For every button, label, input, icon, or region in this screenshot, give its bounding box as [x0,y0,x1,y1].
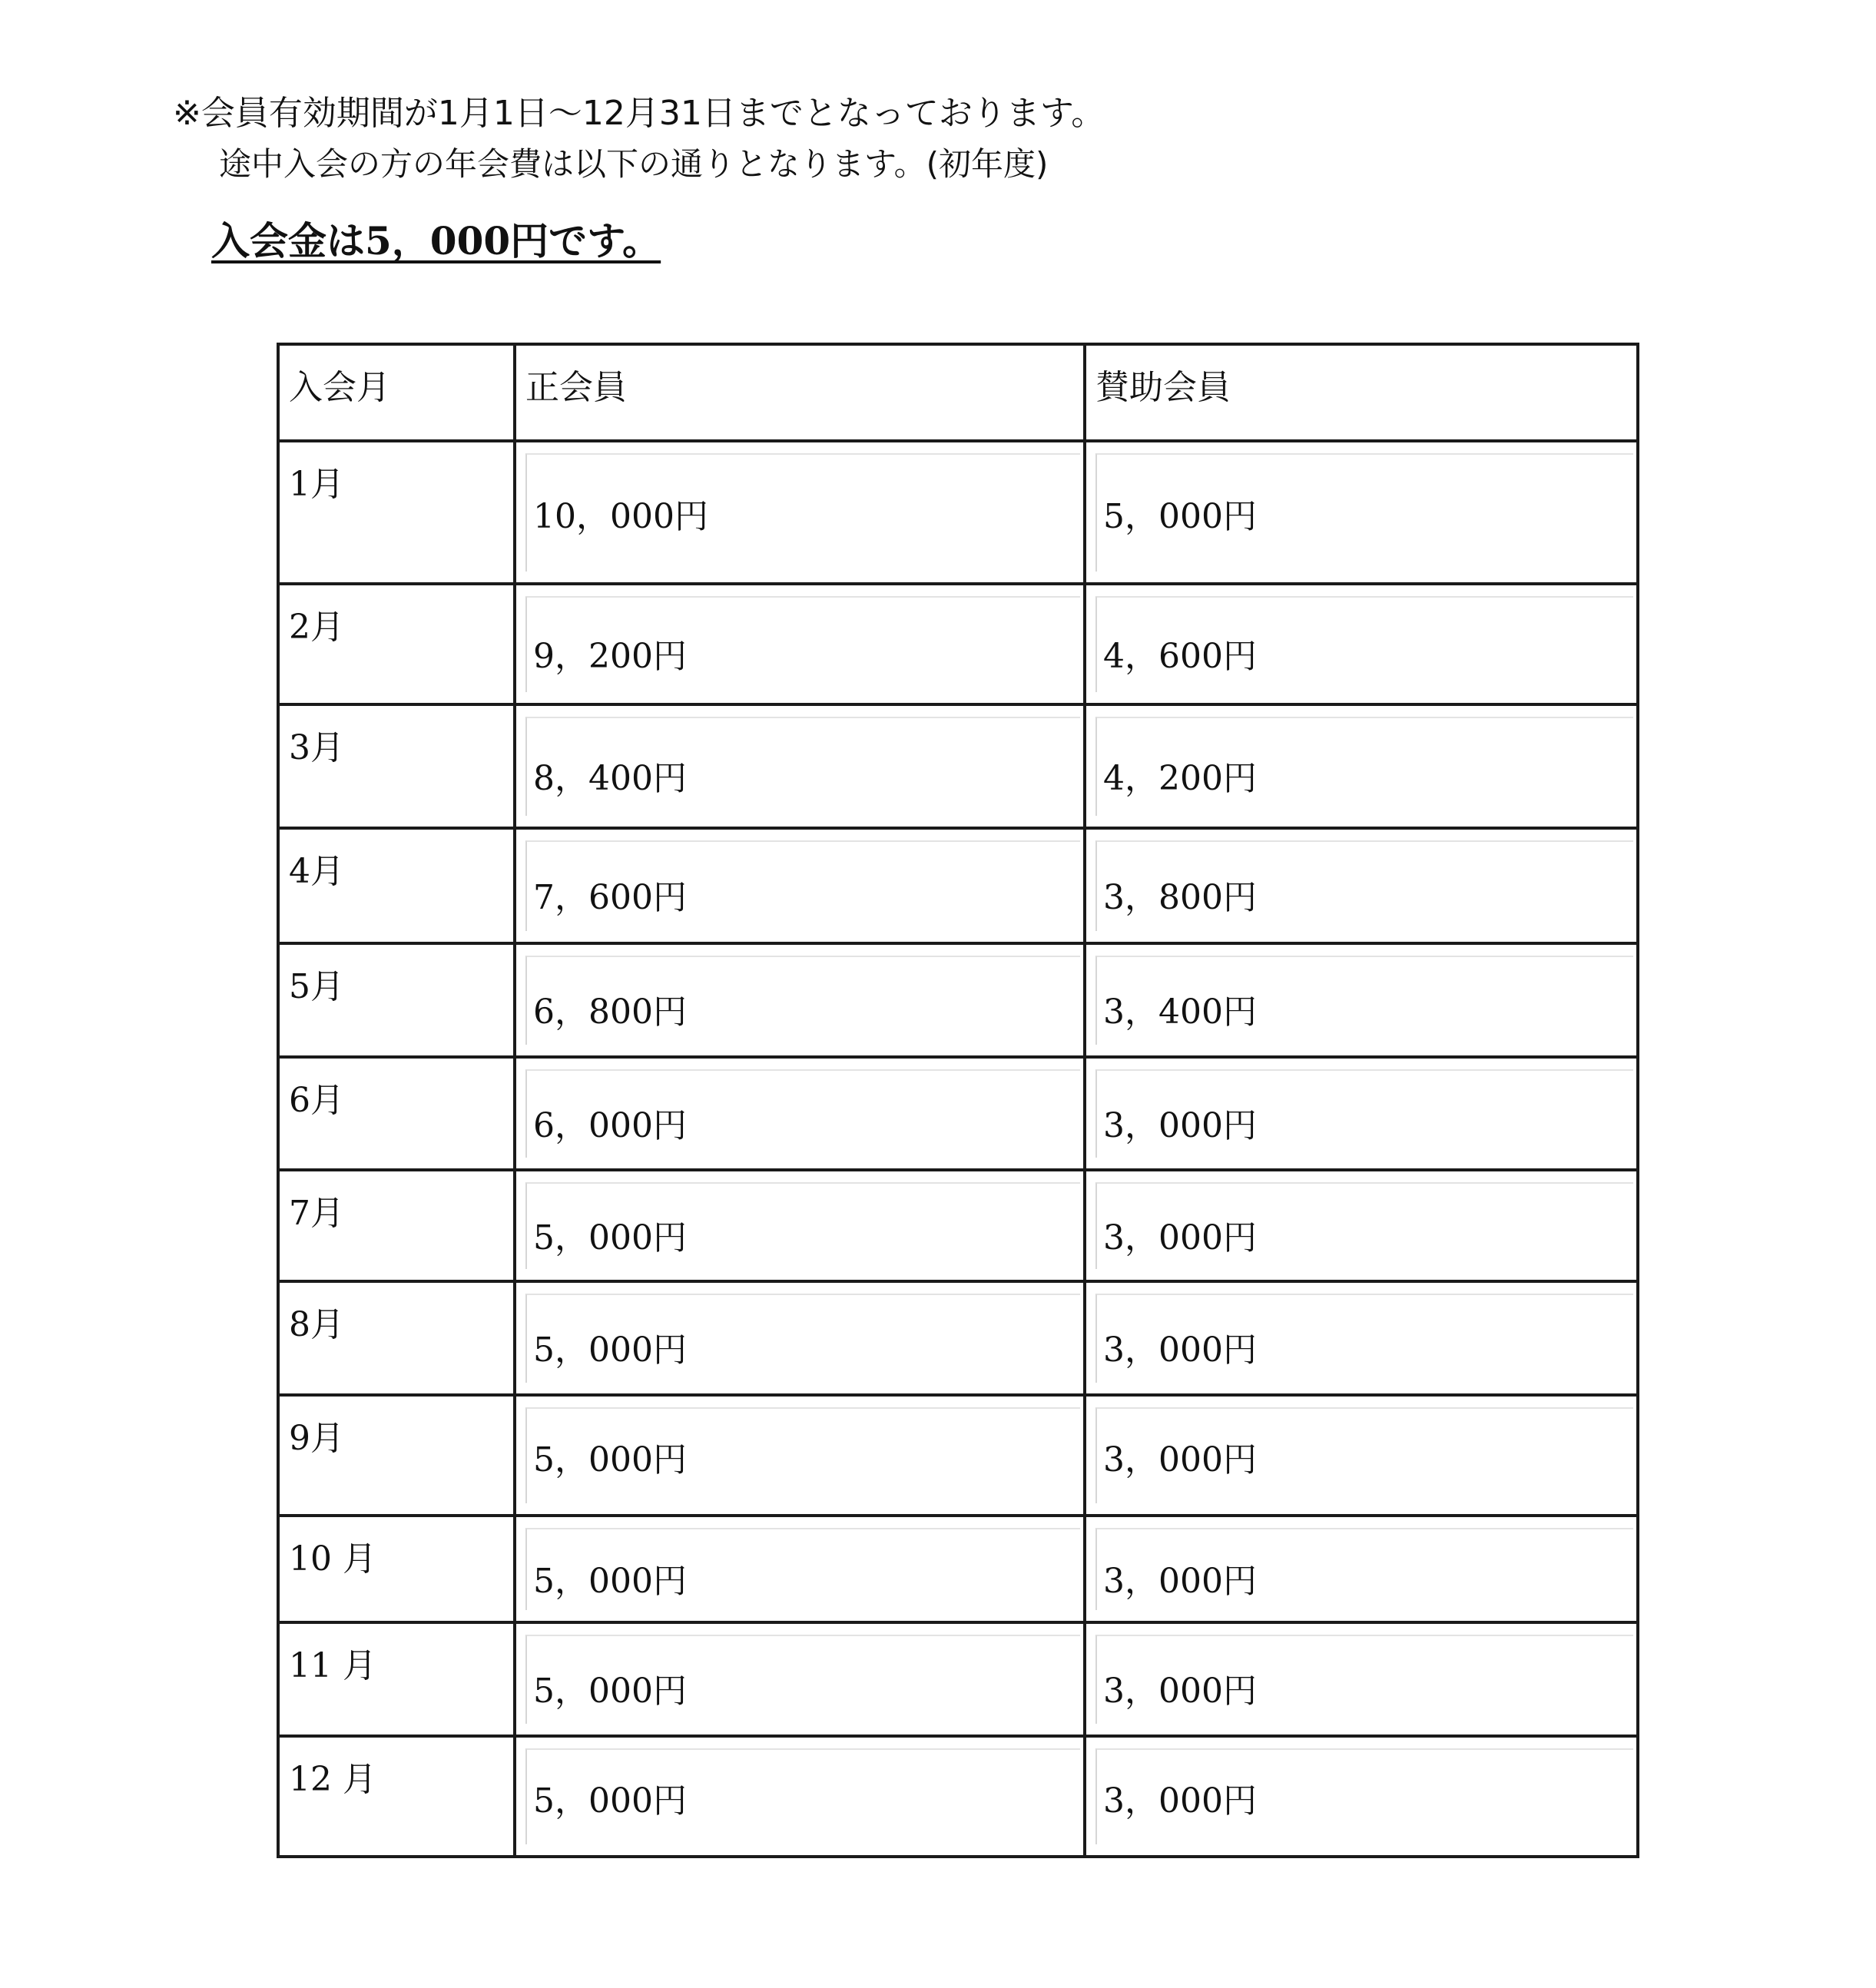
supporting-member-fee-cell [1085,943,1638,1057]
join-month-value: 10 月 [289,1539,376,1579]
header-regular-member-label: 正会員 [525,368,627,407]
supporting-member-fee-value: 3，400円 [1103,992,1257,1032]
regular-member-fee-cell [515,828,1085,943]
join-month-cell [278,1516,515,1622]
regular-member-fee-value: 6，800円 [533,992,687,1032]
join-month-value: 5月 [289,967,344,1006]
join-month-cell [278,828,515,943]
join-month-value: 8月 [289,1305,344,1344]
join-month-value: 1月 [289,465,344,504]
join-month-cell [278,704,515,828]
join-month-value: 9月 [289,1419,344,1458]
table-row [278,1170,1638,1281]
supporting-member-fee-cell [1085,1057,1638,1170]
regular-member-fee-value: 10，000円 [533,497,708,536]
join-month-cell [278,441,515,584]
join-month-value: 2月 [289,608,344,647]
admission-fee-heading: 入会金は5，000円です。 [211,218,661,263]
header-regular-member [515,344,1085,441]
regular-member-fee-value: 5，000円 [533,1561,687,1601]
supporting-member-fee-cell [1085,828,1638,943]
regular-member-fee-value: 5，000円 [533,1330,687,1370]
supporting-member-fee-value: 4，600円 [1103,636,1257,676]
mid-year-note: 途中入会の方の年会費は以下の通りとなります。(初年度) [219,145,1049,183]
regular-member-fee-value: 8，400円 [533,758,687,798]
regular-member-fee-cell [515,1736,1085,1857]
table-header-row [278,344,1638,441]
supporting-member-fee-value: 4，200円 [1103,758,1257,798]
join-month-cell [278,1170,515,1281]
join-month-value: 4月 [289,852,344,891]
supporting-member-fee-value: 3，000円 [1103,1105,1257,1145]
regular-member-fee-cell [515,1395,1085,1516]
supporting-member-fee-value: 3，000円 [1103,1440,1257,1479]
join-month-value: 11 月 [289,1646,376,1685]
table-row [278,1281,1638,1395]
join-month-cell [278,943,515,1057]
supporting-member-fee-value: 3，000円 [1103,1330,1257,1370]
header-supporting-member-label: 賛助会員 [1095,368,1231,407]
join-month-cell [278,1057,515,1170]
regular-member-fee-cell [515,943,1085,1057]
regular-member-fee-cell [515,1622,1085,1736]
regular-member-fee-value: 6，000円 [533,1105,687,1145]
join-month-value: 7月 [289,1194,344,1233]
header-supporting-member [1085,344,1638,441]
supporting-member-fee-value: 5，000円 [1103,497,1257,536]
supporting-member-fee-value: 3，000円 [1103,1561,1257,1601]
supporting-member-fee-cell [1085,1516,1638,1622]
regular-member-fee-value: 5，000円 [533,1218,687,1257]
join-month-value: 6月 [289,1081,344,1120]
regular-member-fee-value: 7，600円 [533,878,687,917]
supporting-member-fee-value: 3，000円 [1103,1781,1257,1821]
fee-rows [278,441,1638,1857]
table-row [278,1516,1638,1622]
join-month-cell [278,584,515,704]
supporting-member-fee-cell [1085,1395,1638,1516]
supporting-member-fee-value: 3，800円 [1103,878,1257,917]
table-row [278,441,1638,584]
regular-member-fee-cell [515,1516,1085,1622]
table-row [278,1395,1638,1516]
supporting-member-fee-cell [1085,1281,1638,1395]
supporting-member-fee-cell [1085,441,1638,584]
regular-member-fee-cell [515,1057,1085,1170]
table-row [278,1057,1638,1170]
join-month-value: 3月 [289,728,344,767]
table-row [278,1622,1638,1736]
join-month-cell [278,1281,515,1395]
regular-member-fee-cell [515,1170,1085,1281]
join-month-cell [278,1395,515,1516]
supporting-member-fee-cell [1085,584,1638,704]
supporting-member-fee-cell [1085,1736,1638,1857]
supporting-member-fee-value: 3，000円 [1103,1672,1257,1711]
table-row [278,704,1638,828]
table-row [278,828,1638,943]
supporting-member-fee-cell [1085,704,1638,828]
table-row [278,943,1638,1057]
table-row [278,584,1638,704]
regular-member-fee-value: 5，000円 [533,1781,687,1821]
regular-member-fee-cell [515,584,1085,704]
table-row [278,1736,1638,1857]
supporting-member-fee-value: 3，000円 [1103,1218,1257,1257]
join-month-value: 12 月 [289,1760,376,1799]
join-month-cell [278,1736,515,1857]
regular-member-fee-cell [515,704,1085,828]
regular-member-fee-value: 5，000円 [533,1672,687,1711]
annual-fee-table [277,343,1639,1858]
regular-member-fee-value: 5，000円 [533,1440,687,1479]
header-join-month-label: 入会月 [289,368,390,407]
supporting-member-fee-cell [1085,1622,1638,1736]
regular-member-fee-cell [515,441,1085,584]
regular-member-fee-cell [515,1281,1085,1395]
regular-member-fee-value: 9，200円 [533,636,687,676]
supporting-member-fee-cell [1085,1170,1638,1281]
join-month-cell [278,1622,515,1736]
header-join-month [278,344,515,441]
validity-note: ※会員有効期間が1月1日～12月31日までとなっております。 [173,94,1105,133]
